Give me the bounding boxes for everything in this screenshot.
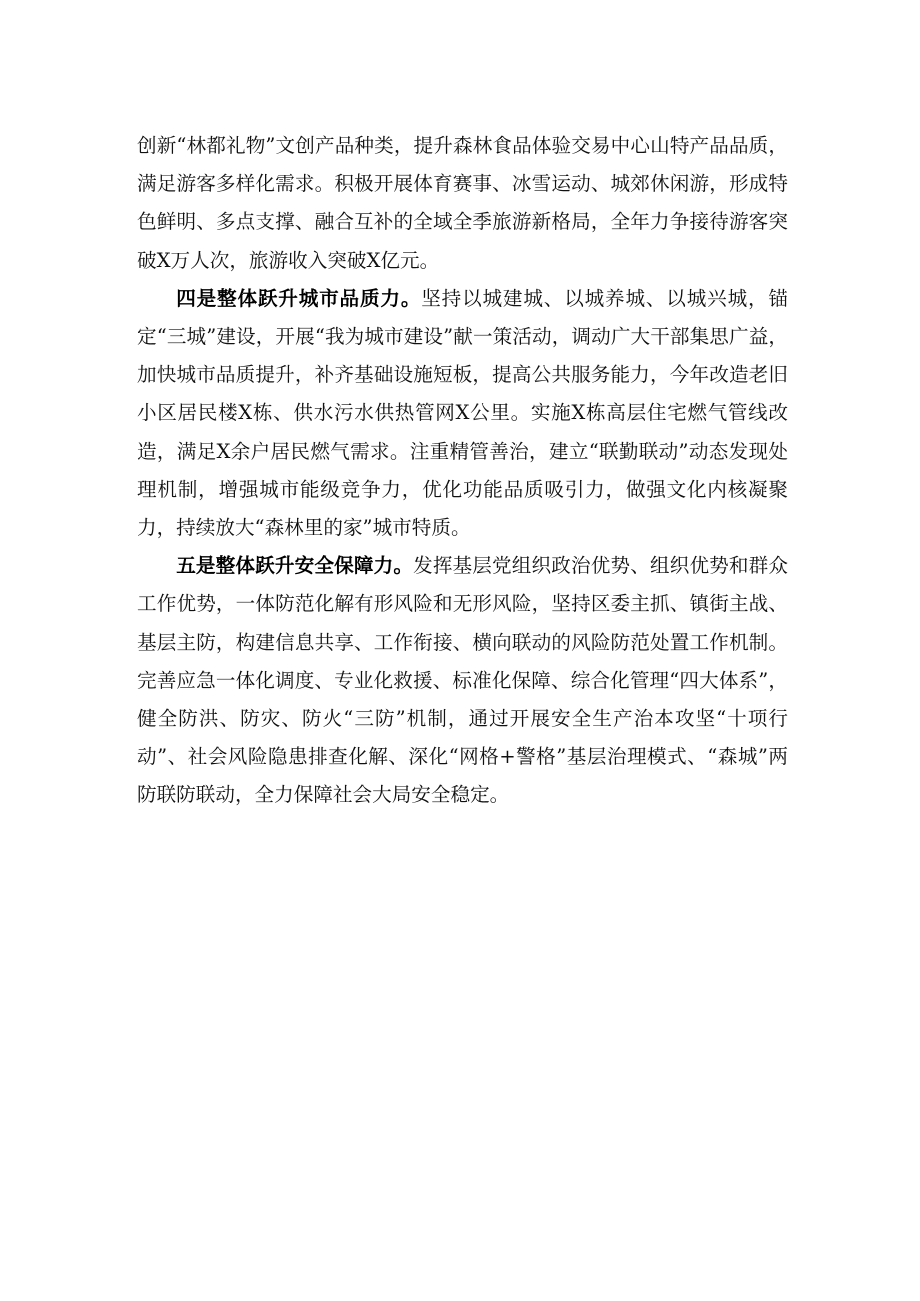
paragraph-text: 坚持以城建城、以城养城、以城兴城，锚定“三城”建设，开展“我为城市建设”献一策活动，调动广大干部集思广益，加快城市品质提升，补齐基础设施短板，提高公共服务能力，今年改造老旧小区居民楼X栋、供水污水供热管网X公里。实施X栋高层住宅燃气管线改造，满足X余户居民燃气需求。注重精管善治，建立“联勤联动”动态发现处理机制，增强城市能级竞争力，优化功能品质吸引力，做强文化内核凝聚力，持续放大“森林里的家”城市特质。 [137,286,789,540]
paragraph-safety [137,547,788,814]
paragraph-heading: 四是整体跃升城市品质力。 [176,286,422,310]
paragraph-text: 创新“林都礼物”文创产品种类，提升森林食品体验交易中心山特产品品质，满足游客多样化需求。积极开展体育赛事、冰雪运动、城郊休闲游，形成特色鲜明、多点支撑、融合互补的全域全季旅游新格局，全年力争接待游客突破X万人次，旅游收入突破X亿元。 [137,134,788,272]
document-body [137,127,788,815]
paragraph-heading: 五是整体跃升安全保障力。 [176,554,414,578]
paragraph-city-quality [137,280,788,547]
paragraph-tourism-continued [137,127,788,280]
paragraph-text: 发挥基层党组织政治优势、组织优势和群众工作优势，一体防范化解有形风险和无形风险，坚持区委主抓、镇街主战、基层主防，构建信息共享、工作衔接、横向联动的风险防范处置工作机制。完善应急一体化调度、专业化救援、标准化保障、综合化管理“四大体系”，健全防洪、防灾、防火“三防”机制，通过开展安全生产治本攻坚“十项行动”、社会风险隐患排查化解、深化“网格+警格”基层治理模式、“森城”两防联防联动，全力保障社会大局安全稳定。 [137,554,789,807]
